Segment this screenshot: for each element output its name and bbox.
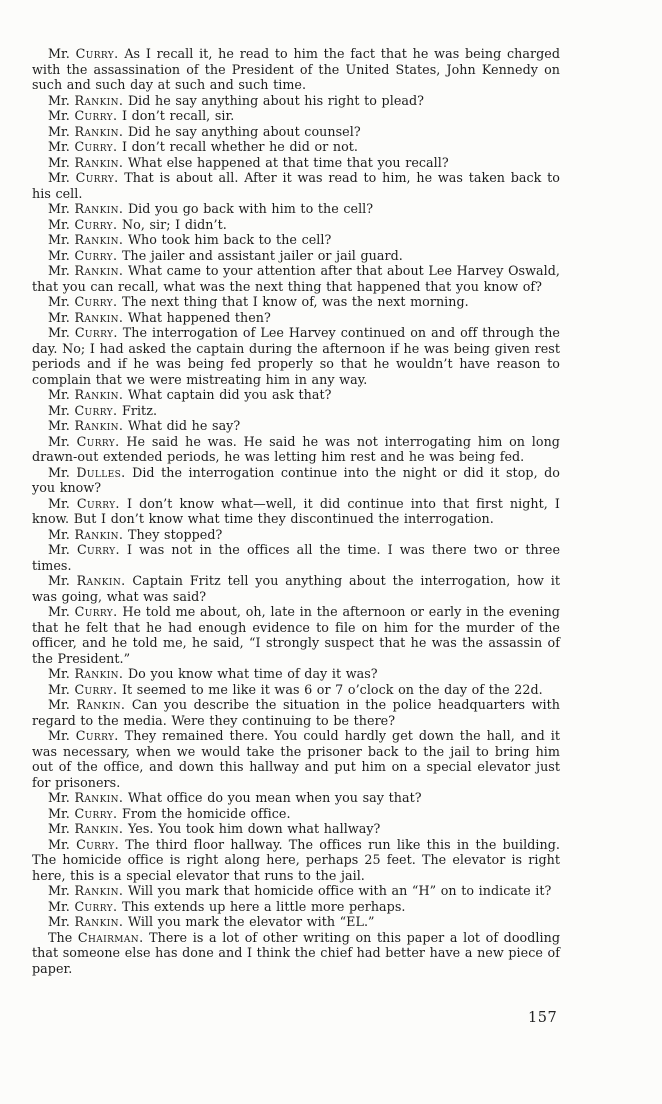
transcript-body: [32, 46, 560, 976]
speaker-label: [48, 403, 117, 418]
speaker-prefix: Mr.: [48, 464, 70, 480]
dialogue-paragraph: [32, 930, 560, 977]
dialogue-text: Will you mark that homicide office with an “H” on to indicate it?: [127, 883, 552, 898]
speaker-prefix: Mr.: [48, 154, 70, 170]
speaker-prefix: Mr.: [48, 542, 70, 557]
dialogue-paragraph: [32, 728, 560, 790]
dialogue-text: They remained there. You could hardly get down the hall, and it was necessary, when we would take the prisoner back to the jail to bring him out of the office, and down this hallway and put him on a special elevator just for prisoners.: [32, 728, 560, 790]
speaker-label: [48, 124, 123, 139]
speaker-prefix: Mr.: [48, 526, 70, 542]
dialogue-paragraph: [32, 465, 560, 496]
speaker-surname: Curry.: [74, 139, 118, 154]
speaker-surname: Rankin.: [74, 154, 124, 170]
speaker-surname: Curry.: [74, 681, 118, 697]
speaker-prefix: Mr.: [48, 387, 70, 402]
speaker-label: [48, 883, 123, 898]
speaker-prefix: Mr.: [48, 309, 70, 325]
speaker-surname: Rankin.: [74, 418, 124, 433]
dialogue-text: The jailer and assistant jailer or jail guard.: [121, 247, 403, 263]
speaker-surname: Curry.: [74, 294, 118, 309]
dialogue-paragraph: [32, 682, 560, 698]
dialogue-text: There is a lot of other writing on this paper a lot of doodling that someone else has done and I think the chief had better have a new piece of paper.: [32, 929, 560, 976]
dialogue-text: That is about all. After it was read to him, he was taken back to his cell.: [32, 170, 560, 201]
dialogue-text: Will you mark the elevator with “EL.”: [127, 914, 375, 929]
speaker-surname: Rankin.: [74, 232, 124, 247]
dialogue-paragraph: [32, 697, 560, 728]
speaker-prefix: Mr.: [48, 263, 70, 278]
dialogue-text: Can you describe the situation in the police headquarters with regard to the media. Were they continuing to be there?: [32, 697, 560, 728]
dialogue-paragraph: [32, 263, 560, 294]
dialogue-paragraph: [32, 434, 560, 465]
speaker-surname: Rankin.: [74, 821, 124, 836]
dialogue-paragraph: [32, 232, 560, 248]
speaker-prefix: Mr.: [48, 294, 70, 309]
speaker-prefix: Mr.: [48, 914, 70, 929]
speaker-prefix: Mr.: [48, 418, 70, 433]
speaker-surname: Curry.: [74, 402, 118, 418]
speaker-surname: Curry.: [75, 728, 119, 743]
speaker-prefix: Mr.: [48, 433, 70, 449]
speaker-surname: Rankin.: [74, 263, 124, 278]
speaker-prefix: Mr.: [48, 201, 70, 216]
speaker-surname: Curry.: [76, 495, 120, 511]
speaker-surname: Curry.: [76, 836, 120, 852]
speaker-prefix: Mr.: [48, 46, 70, 61]
speaker-label: [48, 496, 120, 511]
dialogue-text: I was not in the offices all the time. I was there two or three times.: [32, 542, 561, 573]
dialogue-text: What else happened at that time that you recall?: [127, 154, 449, 170]
speaker-label: [48, 155, 123, 170]
dialogue-paragraph: [32, 527, 560, 543]
speaker-label: [48, 837, 119, 852]
speaker-surname: Rankin.: [76, 697, 126, 712]
speaker-label: [48, 542, 120, 557]
speaker-surname: Rankin.: [74, 790, 124, 805]
dialogue-paragraph: [32, 108, 560, 124]
speaker-label: [48, 108, 117, 123]
speaker-label: [48, 217, 117, 232]
speaker-label: [48, 201, 123, 216]
speaker-surname: Curry.: [76, 433, 120, 449]
speaker-surname: Rankin.: [76, 573, 126, 588]
speaker-label: [48, 899, 117, 914]
dialogue-text: What office do you mean when you say that?: [127, 790, 422, 805]
dialogue-text: As I recall it, he read to him the fact that he was being charged with the assassination of the President of the United States, John Kennedy on such and such day at such and such time.: [32, 46, 561, 92]
dialogue-paragraph: [32, 201, 560, 217]
speaker-prefix: Mr.: [48, 123, 70, 139]
dialogue-paragraph: [32, 790, 560, 806]
dialogue-text: Did he say anything about his right to plead?: [127, 92, 425, 108]
speaker-surname: Curry.: [74, 216, 118, 232]
speaker-prefix: Mr.: [48, 790, 70, 805]
speaker-prefix: Mr.: [48, 898, 70, 914]
speaker-label: [48, 821, 123, 836]
speaker-prefix: Mr.: [48, 216, 70, 232]
dialogue-text: I don’t recall, sir.: [121, 108, 235, 123]
speaker-surname: Curry.: [74, 604, 118, 619]
speaker-surname: Dulles.: [76, 464, 126, 480]
speaker-label: [48, 46, 119, 61]
dialogue-paragraph: [32, 403, 560, 419]
speaker-label: [48, 930, 144, 945]
speaker-surname: Curry.: [76, 542, 120, 557]
speaker-surname: Rankin.: [74, 883, 124, 898]
speaker-surname: Curry.: [74, 325, 118, 340]
dialogue-text: Did the interrogation continue into the night or did it stop, do you know?: [32, 464, 560, 495]
dialogue-paragraph: [32, 46, 560, 93]
dialogue-text: The third floor hallway. The offices run like this in the building. The homicide office is right along here, perhaps 25 feet. The elevator is right here, this is a special elevator that runs to the jail.: [32, 836, 560, 883]
speaker-prefix: Mr.: [48, 325, 70, 340]
speaker-surname: Rankin.: [74, 309, 124, 325]
speaker-surname: Curry.: [75, 170, 119, 185]
speaker-label: [48, 527, 123, 542]
page-number: 157: [528, 1010, 558, 1026]
dialogue-text: I don’t recall whether he did or not.: [121, 139, 359, 154]
speaker-prefix: Mr.: [48, 402, 70, 418]
speaker-prefix: Mr.: [48, 139, 70, 154]
speaker-prefix: Mr.: [48, 697, 70, 712]
dialogue-text: Fritz.: [121, 402, 158, 418]
speaker-label: [48, 434, 120, 449]
dialogue-paragraph: [32, 310, 560, 326]
speaker-label: [48, 682, 117, 697]
dialogue-text: Did you go back with him to the cell?: [127, 201, 374, 216]
speaker-label: [48, 263, 123, 278]
speaker-label: [48, 573, 126, 588]
speaker-surname: Rankin.: [74, 201, 124, 216]
dialogue-text: No, sir; I didn’t.: [121, 216, 227, 232]
dialogue-paragraph: [32, 496, 560, 527]
speaker-prefix: Mr.: [48, 604, 70, 619]
dialogue-text: What did he say?: [127, 418, 241, 433]
speaker-label: [48, 232, 123, 247]
speaker-surname: Curry.: [74, 805, 118, 821]
speaker-label: [48, 604, 118, 619]
speaker-prefix: Mr.: [48, 573, 70, 588]
speaker-prefix: Mr.: [48, 92, 70, 108]
dialogue-paragraph: [32, 325, 560, 387]
speaker-surname: Chairman.: [77, 929, 144, 945]
speaker-prefix: Mr.: [48, 883, 70, 898]
speaker-prefix: Mr.: [48, 170, 70, 185]
dialogue-text: From the homicide office.: [121, 805, 291, 821]
speaker-surname: Rankin.: [74, 526, 124, 542]
dialogue-text: He told me about, oh, late in the afternoon or early in the evening that he felt that he had enough evidence to file on him for the murder of the officer, and he told me, he said, “I strongly suspect that he was the assassin of the President.”: [32, 604, 560, 666]
speaker-label: [48, 248, 117, 263]
speaker-surname: Curry.: [74, 247, 118, 263]
dialogue-paragraph: [32, 573, 560, 604]
speaker-prefix: Mr.: [48, 836, 70, 852]
speaker-surname: Curry.: [75, 46, 119, 61]
dialogue-paragraph: [32, 217, 560, 233]
dialogue-paragraph: [32, 124, 560, 140]
speaker-label: [48, 325, 118, 340]
speaker-label: [48, 170, 119, 185]
speaker-label: [48, 666, 123, 681]
dialogue-paragraph: [32, 170, 560, 201]
dialogue-text: What happened then?: [127, 309, 271, 325]
speaker-surname: Rankin.: [74, 666, 124, 681]
dialogue-text: The interrogation of Lee Harvey continued on and off through the day. No; I had asked the captain during the afternoon if he was being given rest periods and if he was being fed properly so that he wouldn’t have reason to complain that we were mistreating him in any way.: [32, 325, 560, 387]
speaker-prefix: The: [48, 929, 73, 945]
speaker-prefix: Mr.: [48, 666, 70, 681]
dialogue-text: Do you know what time of day it was?: [127, 666, 378, 681]
dialogue-paragraph: [32, 93, 560, 109]
speaker-surname: Curry.: [74, 108, 118, 123]
speaker-label: [48, 93, 123, 108]
dialogue-text: What came to your attention after that about Lee Harvey Oswald, that you can recall, what was the next thing that happened that you know of?: [32, 263, 560, 294]
speaker-label: [48, 790, 123, 805]
dialogue-paragraph: [32, 821, 560, 837]
speaker-label: [48, 294, 117, 309]
speaker-prefix: Mr.: [48, 821, 70, 836]
dialogue-text: Yes. You took him down what hallway?: [127, 821, 381, 836]
dialogue-text: He said he was. He said he was not interrogating him on long drawn-out extended periods, he was letting him rest and he was being fed.: [32, 433, 560, 464]
speaker-prefix: Mr.: [48, 232, 70, 247]
speaker-prefix: Mr.: [48, 681, 70, 697]
dialogue-text: This extends up here a little more perhaps.: [121, 898, 406, 914]
speaker-surname: Rankin.: [74, 92, 124, 108]
speaker-label: [48, 139, 117, 154]
dialogue-text: I don’t know what—well, it did continue into that first night, I know. But I don’t know what time they discontinued the interrogation.: [32, 495, 560, 526]
dialogue-paragraph: [32, 418, 560, 434]
speaker-label: [48, 387, 123, 402]
speaker-prefix: Mr.: [48, 805, 70, 821]
dialogue-text: They stopped?: [127, 526, 223, 542]
dialogue-paragraph: [32, 837, 560, 884]
speaker-label: [48, 310, 123, 325]
dialogue-paragraph: [32, 806, 560, 822]
speaker-label: [48, 806, 117, 821]
dialogue-paragraph: [32, 387, 560, 403]
speaker-surname: Rankin.: [74, 914, 124, 929]
speaker-label: [48, 728, 119, 743]
speaker-prefix: Mr.: [48, 728, 70, 743]
dialogue-text: Captain Fritz tell you anything about the interrogation, how it was going, what was said?: [32, 573, 560, 604]
dialogue-paragraph: [32, 914, 560, 930]
dialogue-text: It seemed to me like it was 6 or 7 o’clock on the day of the 22d.: [121, 681, 543, 697]
dialogue-paragraph: [32, 155, 560, 171]
dialogue-paragraph: [32, 294, 560, 310]
dialogue-paragraph: [32, 899, 560, 915]
speaker-prefix: Mr.: [48, 108, 70, 123]
dialogue-text: Who took him back to the cell?: [127, 232, 332, 247]
dialogue-text: The next thing that I know of, was the next morning.: [121, 294, 469, 309]
dialogue-paragraph: [32, 139, 560, 155]
speaker-prefix: Mr.: [48, 247, 70, 263]
dialogue-paragraph: [32, 883, 560, 899]
speaker-prefix: Mr.: [48, 495, 70, 511]
speaker-label: [48, 697, 125, 712]
speaker-label: [48, 914, 123, 929]
dialogue-paragraph: [32, 248, 560, 264]
speaker-surname: Curry.: [74, 898, 118, 914]
dialogue-text: Did he say anything about counsel?: [127, 123, 361, 139]
dialogue-text: What captain did you ask that?: [127, 387, 332, 402]
speaker-label: [48, 465, 126, 480]
speaker-surname: Rankin.: [74, 123, 124, 139]
dialogue-paragraph: [32, 666, 560, 682]
dialogue-paragraph: [32, 542, 560, 573]
speaker-surname: Rankin.: [74, 387, 124, 402]
speaker-label: [48, 418, 123, 433]
dialogue-paragraph: [32, 604, 560, 666]
